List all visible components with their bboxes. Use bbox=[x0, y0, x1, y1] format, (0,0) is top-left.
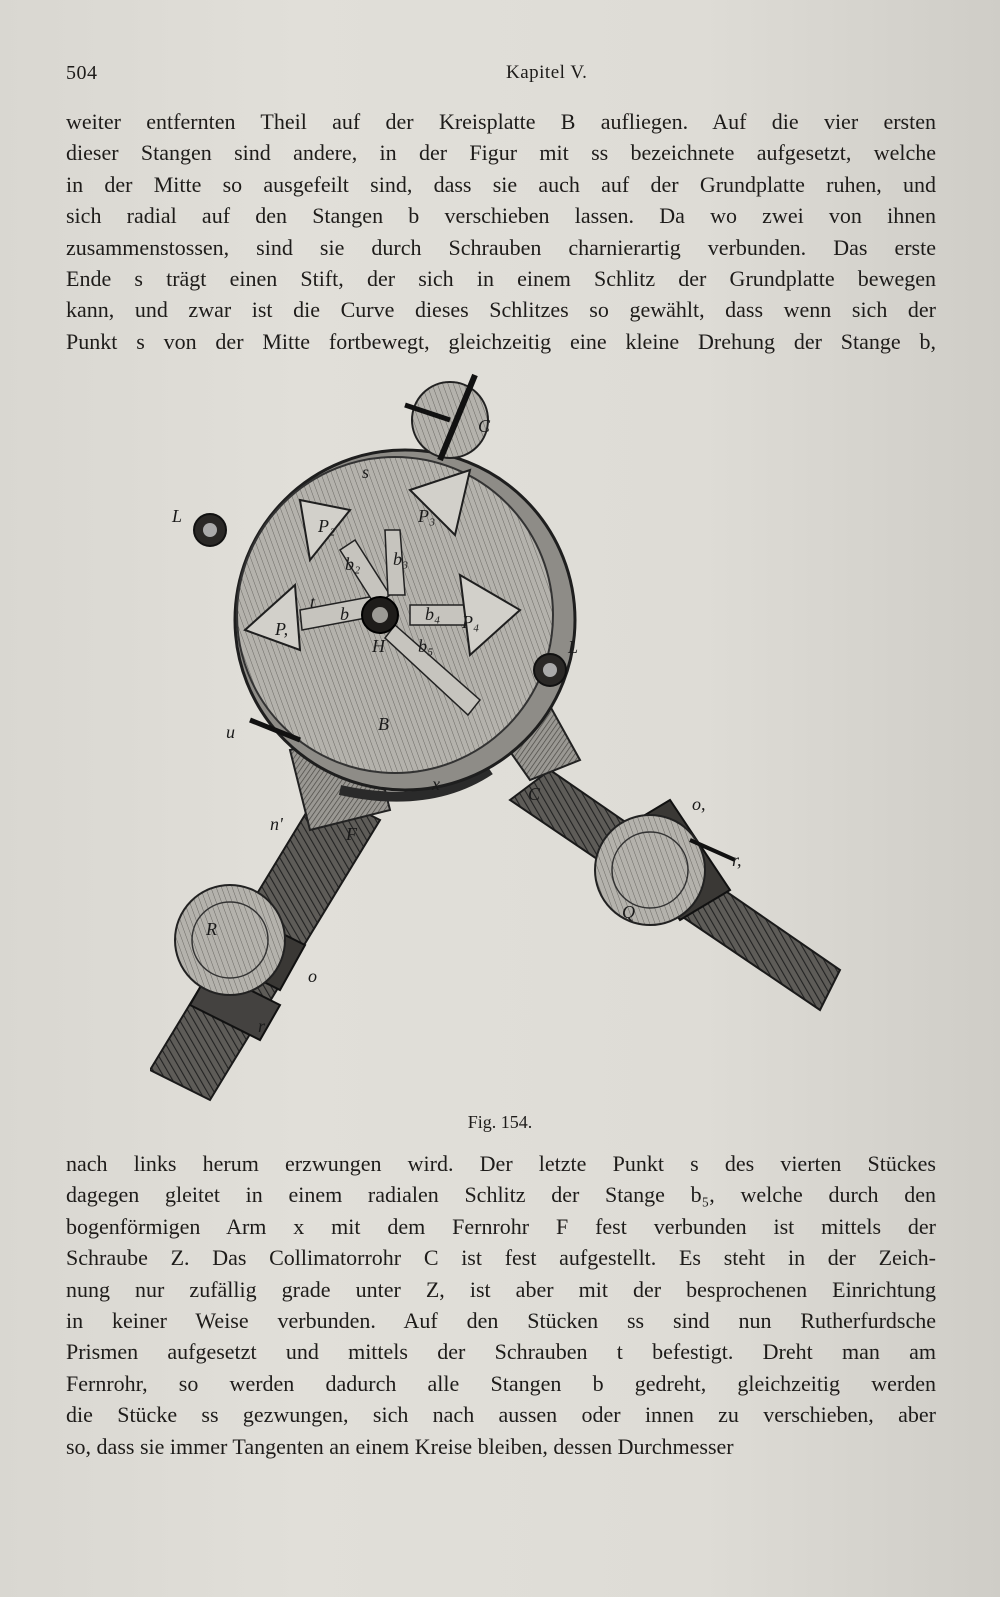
label-b5: b₅ bbox=[418, 636, 434, 656]
label-L-left: L bbox=[172, 506, 183, 526]
text-line: dieser Stangen sind andere, in der Figur mit ss bezeichnete aufgesetzt, welche bbox=[66, 140, 936, 166]
label-o: o bbox=[308, 966, 317, 986]
label-t: t bbox=[310, 592, 316, 612]
label-o1: o, bbox=[692, 794, 706, 814]
label-P2: P₂ bbox=[318, 516, 336, 536]
paragraph-top bbox=[66, 106, 936, 357]
text-line: in keiner Weise verbunden. Auf den Stücken ss sind nun Rutherfurdsche bbox=[66, 1307, 936, 1333]
text-line: nach links herum erzwungen wird. Der letzte Punkt s des vierten Stückes bbox=[66, 1151, 936, 1176]
text-line: Punkt s von der Mitte fortbewegt, gleichzeitig eine kleine Drehung der Stange b, bbox=[66, 328, 936, 354]
label-P3: P₃ bbox=[418, 506, 436, 526]
label-C: C bbox=[478, 416, 491, 436]
label-n: n' bbox=[270, 814, 283, 834]
label-r1: r, bbox=[732, 850, 742, 870]
label-b3: b₃ bbox=[393, 549, 409, 569]
label-C2: C bbox=[528, 784, 541, 804]
text-line: bogenförmigen Arm x mit dem Fernrohr F fest verbunden ist mittels der bbox=[66, 1213, 936, 1239]
label-L-right: L bbox=[568, 637, 579, 657]
page-header bbox=[66, 62, 936, 92]
text-line: so, dass sie immer Tangenten an einem Kreise bleiben, dessen Durchmesser bbox=[66, 1433, 734, 1459]
text-line: in der Mitte so ausgefeilt sind, dass sie auch auf der Grundplatte ruhen, und bbox=[66, 171, 936, 197]
label-H: H bbox=[372, 636, 385, 656]
paragraph-bottom bbox=[66, 1148, 936, 1462]
text-line: weiter entfernten Theil auf der Kreisplatte B aufliegen. Auf die vier ersten bbox=[66, 109, 936, 134]
collimator-tube bbox=[510, 770, 840, 1010]
label-B: B bbox=[378, 714, 389, 734]
label-R: R bbox=[206, 919, 217, 939]
text-line: die Stücke ss gezwungen, sich nach aussen oder innen zu verschieben, aber bbox=[66, 1402, 936, 1428]
spectroscope-engraving bbox=[150, 370, 850, 1110]
label-r: r bbox=[258, 1016, 266, 1036]
text-line: zusammenstossen, sind sie durch Schrauben charnierartig verbunden. Das erste bbox=[66, 234, 936, 260]
label-b4: b₄ bbox=[425, 604, 441, 624]
figure-154 bbox=[150, 370, 850, 1110]
label-b2: b₂ bbox=[345, 554, 361, 574]
text-line: nung nur zufällig grade unter Z, ist aber mit der besprochenen Einrichtung bbox=[66, 1276, 936, 1302]
label-b1: b bbox=[340, 604, 349, 624]
text-line: dagegen gleitet in einem radialen Schlitz der Stange b₅, welche durch den bbox=[66, 1182, 936, 1208]
label-s: s bbox=[362, 462, 370, 482]
chapter-title: Kapitel V. bbox=[506, 62, 588, 83]
text-line: Ende s trägt einen Stift, der sich in einem Schlitz der Grundplatte bewegen bbox=[66, 265, 936, 291]
page-number: 504 bbox=[66, 62, 98, 84]
label-u: u bbox=[226, 722, 235, 742]
label-P4: P₄ bbox=[462, 612, 480, 632]
text-line: Prismen aufgesetzt und mittels der Schrauben t befestigt. Dreht man am bbox=[66, 1339, 936, 1365]
text-line: Schraube Z. Das Collimatorrohr C ist fest aufgestellt. Es steht in der Zeich- bbox=[66, 1245, 936, 1271]
label-Q: Q bbox=[622, 902, 635, 922]
label-F: F bbox=[346, 824, 357, 844]
text-line: Fernrohr, so werden dadurch alle Stangen b gedreht, gleichzeitig werden bbox=[66, 1370, 936, 1396]
label-x: x bbox=[432, 774, 440, 794]
figure-caption: Fig. 154. bbox=[467, 1112, 533, 1132]
text-line: kann, und zwar ist die Curve dieses Schlitzes so gewählt, dass wenn sich der bbox=[66, 297, 936, 323]
text-line: sich radial auf den Stangen b verschieben lassen. Da wo zwei von ihnen bbox=[66, 203, 936, 229]
label-P1: P, bbox=[275, 619, 289, 639]
